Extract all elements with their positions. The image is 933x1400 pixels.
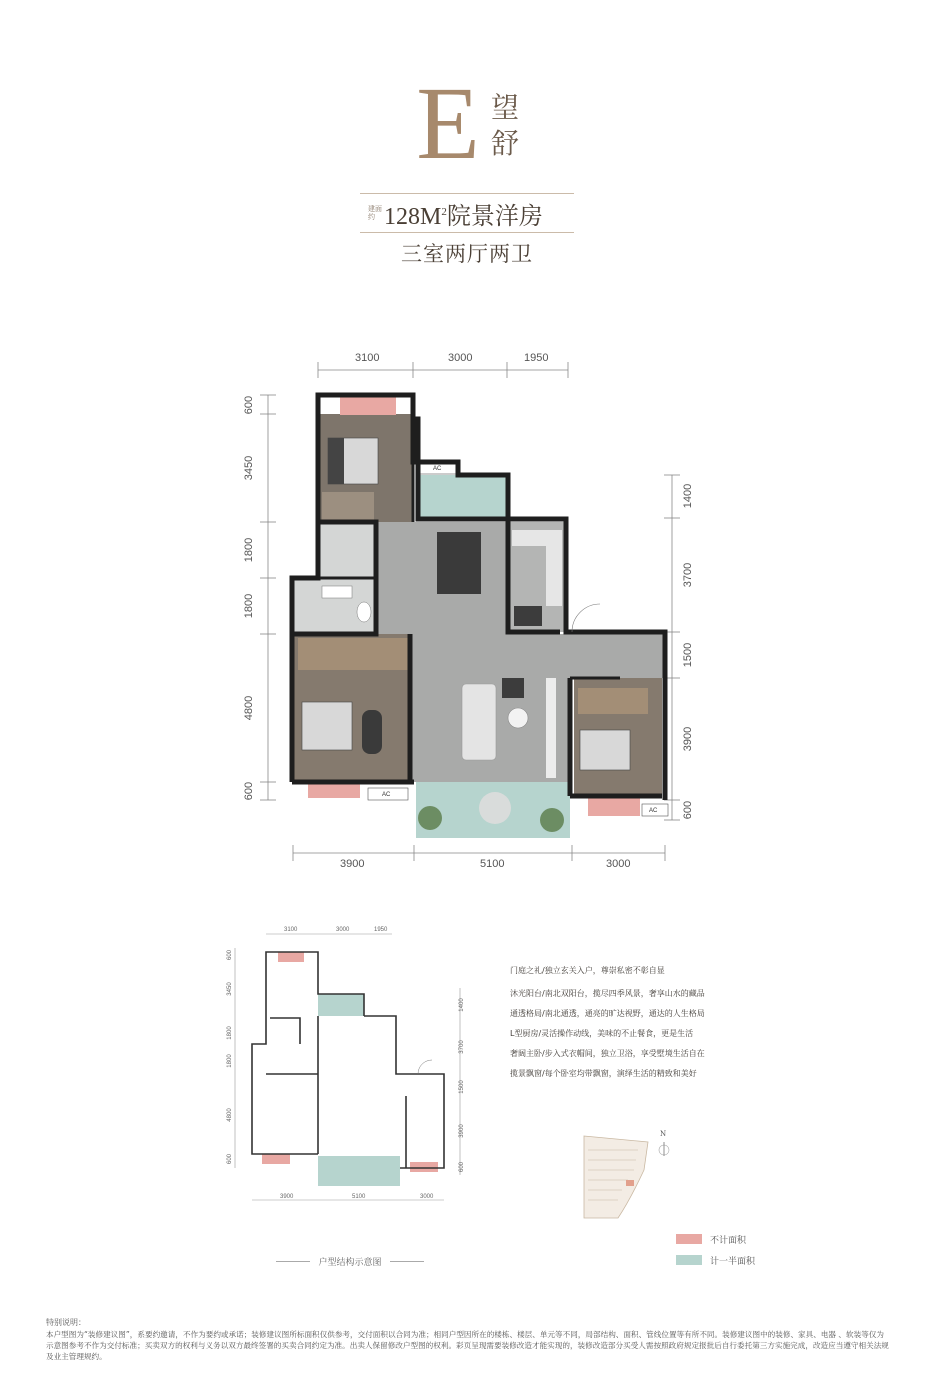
living-ottoman: [502, 678, 524, 698]
notes-title: 特别说明：: [46, 1318, 86, 1327]
caption-rule-right: [390, 1261, 424, 1262]
plant-right: [540, 808, 564, 832]
sdim-bottom-1: 3900: [280, 1194, 294, 1200]
sdim-bottom-3: 3000: [420, 1194, 434, 1200]
dim-right-2: 3700: [682, 562, 694, 588]
feature-entry: 门庭之礼/独立玄关入户，尊崇私密不彰自显: [510, 966, 665, 975]
dim-left-6: 600: [243, 781, 255, 801]
dim-right-5: 600: [682, 800, 694, 820]
dim-left-2: 3450: [243, 455, 255, 481]
dim-bottom-1: 3900: [340, 858, 365, 870]
bedroom-three-wardrobe: [578, 688, 648, 714]
bathroom-sink: [322, 586, 352, 598]
svg-text:AC: AC: [382, 792, 391, 798]
area-superscript: 2: [441, 206, 447, 218]
area-tag: 建面约: [368, 205, 382, 221]
entry-door-swing: [572, 604, 600, 632]
balcony-table: [479, 792, 511, 824]
bedroom-three-bay-window: [588, 798, 640, 816]
svg-text:AC: AC: [649, 808, 658, 814]
sdim-left-2: 3450: [227, 982, 233, 996]
sdim-left-3: 1800: [227, 1026, 233, 1040]
struct-bay-window-right: [410, 1162, 438, 1172]
north-balcony: [418, 475, 508, 519]
dining-table: [437, 532, 481, 594]
toilet: [357, 602, 371, 622]
feature-master: 奢阔主卧/步入式衣帽间，独立卫浴，享受墅境生活自在: [510, 1049, 705, 1058]
bedroom-two-bed: [302, 702, 352, 750]
feature-bay-window: 揽景飘窗/每个卧室均带飘窗，演绎生活的精致和美好: [510, 1069, 697, 1078]
feature-balcony: 沐光阳台/南北双阳台，揽尽四季风景，奢享山水的藏品: [510, 989, 705, 998]
sdim-top-3: 1950: [374, 927, 388, 933]
struct-bay-window-top: [278, 952, 304, 962]
struct-bay-window-left: [262, 1154, 290, 1164]
svg-text:AC: AC: [433, 466, 442, 472]
unit-letter: E: [416, 66, 480, 181]
ac-unit-south-east: [642, 804, 668, 816]
bedroom-two-chaise: [362, 710, 382, 754]
unit-name-line1: 望: [490, 91, 519, 124]
dim-right-1: 1400: [682, 483, 694, 509]
legend-swatch-half-counted: [676, 1255, 702, 1265]
legend-not-counted: 不计面积: [710, 1236, 747, 1246]
sdim-left-6: 600: [227, 1154, 233, 1165]
master-bay-window: [340, 397, 396, 415]
sdim-bottom-2: 5100: [352, 1194, 366, 1200]
ac-unit-south-west: [368, 788, 408, 800]
dim-left-1: 600: [243, 395, 255, 415]
room-configuration: 三室两厅两卫: [401, 242, 533, 266]
notes-body: 本户型图为“装修建议图”，系要约邀请，不作为要约或承诺；装修建议图所标面积仅供参考，交付面积以合同为准；相同户型因所在的楼栋、楼层、单元等不同，局部结构、面积、管线位置等有所不同。装修建议图中的装修、家具、电器 、软装等仅为示意图参考不作为交付标准；买卖双方的权利与义务以双方最终签署的买卖合同约定为准。出卖人保留修改户型图的权利。彩页呈现需要装修改造才能实现的，装修改造部分买受人需按照政府规定报批后自行委托第三方实施完成，改造应当遵守相关法规及业主管理规约。: [46, 1330, 889, 1361]
dim-top-3: 1950: [524, 352, 549, 364]
dim-top-2: 3000: [448, 352, 473, 364]
struct-door-swing: [418, 1060, 432, 1074]
master-bath-floor: [318, 522, 376, 578]
dim-left-5: 4800: [243, 695, 255, 721]
struct-walls: [252, 952, 444, 1168]
struct-north-balcony: [318, 994, 364, 1016]
sdim-right-3: 1500: [459, 1080, 465, 1094]
sdim-left-5: 4800: [227, 1108, 233, 1122]
sdim-right-5: 600: [459, 1162, 465, 1173]
sdim-right-2: 3700: [459, 1040, 465, 1054]
living-sofa: [462, 684, 496, 760]
dim-left-3: 1800: [243, 537, 255, 563]
site-key-plan: [578, 1130, 678, 1220]
dim-left-4: 1800: [243, 593, 255, 619]
hall-floor: [570, 632, 665, 678]
dim-right-4: 3900: [682, 726, 694, 752]
area-value: 128M: [384, 204, 442, 230]
sdim-left-4: 1800: [227, 1054, 233, 1068]
coffee-table: [508, 708, 528, 728]
tv-console: [546, 678, 556, 778]
unit-name-line2: 舒: [490, 127, 519, 160]
master-wardrobe: [322, 492, 374, 520]
fridge: [514, 606, 542, 626]
master-bed-headboard: [328, 438, 344, 484]
compass-north-label: N: [660, 1130, 667, 1138]
dim-right-3: 1500: [682, 642, 694, 668]
structure-diagram: [0, 900, 500, 1220]
struct-south-balcony: [318, 1156, 400, 1186]
area-suffix: 院景洋房: [446, 204, 543, 230]
feature-kitchen: L型厨房/灵活操作动线，美味的不止餐食，更是生活: [510, 1029, 694, 1038]
dim-top-1: 3100: [355, 352, 380, 364]
kitchen-sink-counter: [512, 530, 562, 546]
sdim-right-4: 3900: [459, 1124, 465, 1138]
plant-left: [418, 806, 442, 830]
bedroom-two-wardrobe: [298, 638, 408, 670]
legend-swatch-not-counted: [676, 1234, 702, 1244]
sdim-top-1: 3100: [284, 927, 298, 933]
feature-layout: 通透格局/南北通透，通亮的旷达视野，通达的人生格局: [510, 1009, 705, 1018]
dim-bottom-3: 3000: [606, 858, 631, 870]
kitchen-counter: [546, 546, 562, 606]
sdim-top-2: 3000: [336, 927, 350, 933]
structure-caption: 户型结构示意图: [318, 1258, 382, 1268]
sdim-right-1: 1400: [459, 998, 465, 1012]
dim-bottom-2: 5100: [480, 858, 505, 870]
legend-half-counted: 计一半面积: [710, 1257, 756, 1267]
bedroom-three-bed: [580, 730, 630, 770]
sdim-left-1: 600: [227, 950, 233, 961]
